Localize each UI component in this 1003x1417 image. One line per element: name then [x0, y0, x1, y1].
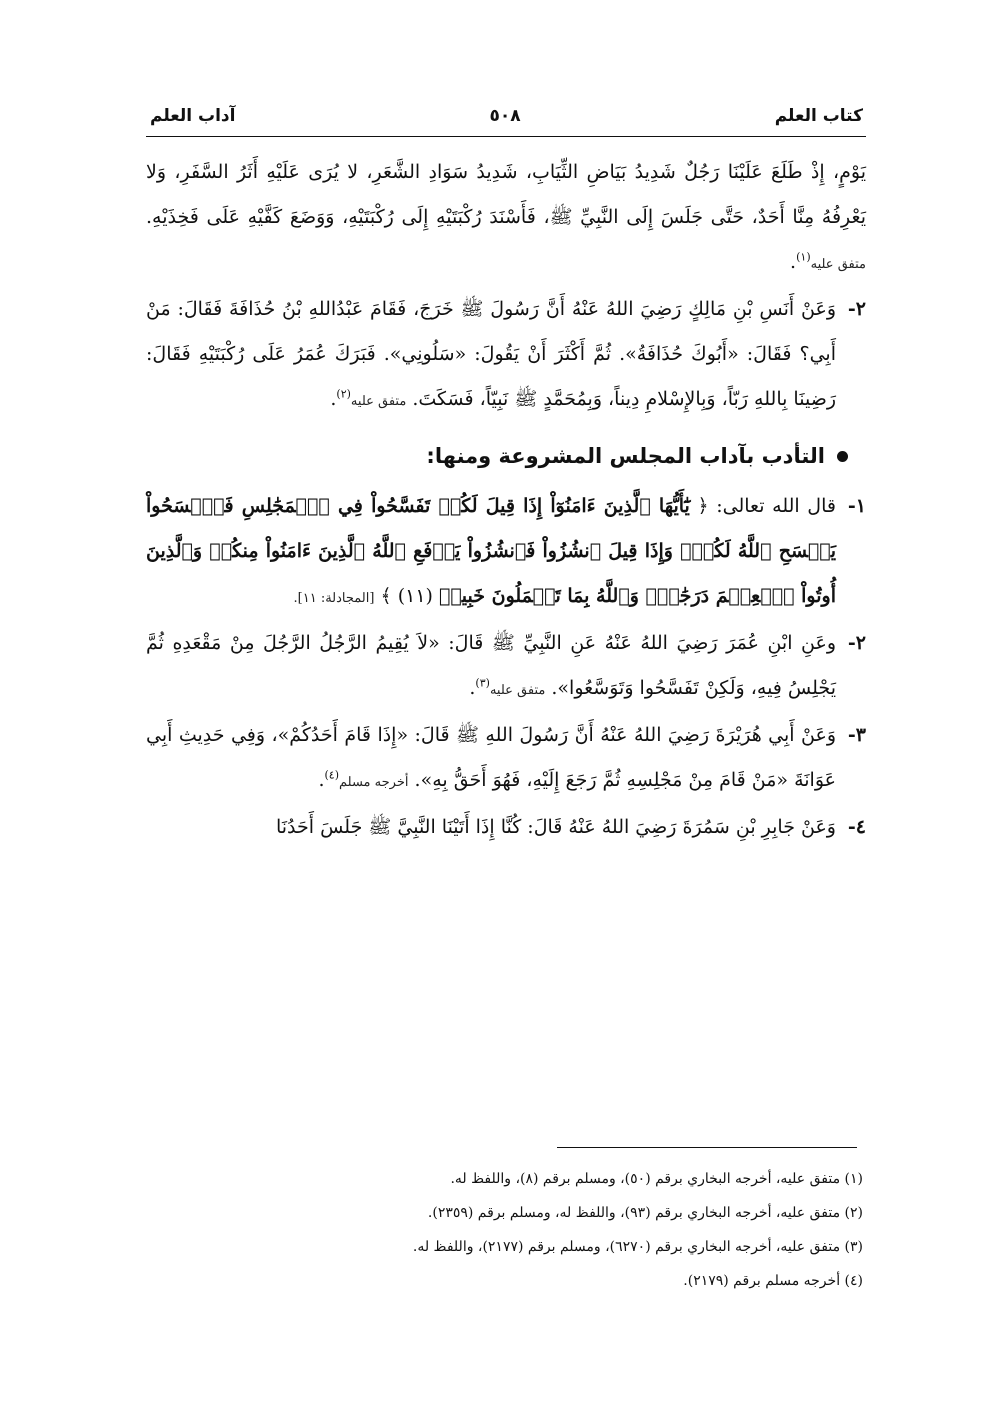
citation: متفق عليه	[489, 683, 546, 698]
verse-reference: [المجادلة: ١١].	[293, 591, 375, 606]
hadith-anas	[146, 287, 866, 424]
section-heading	[146, 436, 848, 476]
item-ibn-umar	[146, 621, 866, 713]
hadith-text: وَعَنْ أَنَسِ بْنِ مَالِكٍ رَضِيَ اللهُ عَنْهُ أَنَّ رَسُولَ ﷺ خَرَجَ، فَقَامَ عَبْدُاللهِ بْنُ حُذَافَةَ فَقَالَ: مَنْ أَبِي؟ فَقَالَ: «أَبُوكَ حُذَافَةُ». ثُمَّ أَكْثَرَ أَنْ يَقُولَ: «سَلُونِي». فَبَرَكَ عُمَرُ عَلَى رُكْبَتَيْهِ فَقَالَ: رَضِينَا بِاللهِ رَبّاً، وَبِالإِسْلامِ دِيناً، وَبِمُحَمَّدٍ ﷺ نَبِيّاً، فَسَكَتَ.	[146, 298, 836, 410]
footnote-ref[interactable]: (٢)	[336, 387, 351, 401]
footnotes	[146, 1162, 863, 1298]
item-jabir	[146, 805, 866, 850]
item-number: ٣-	[847, 724, 866, 746]
quran-body	[146, 484, 836, 621]
verse-intro: قال الله تعالى:	[716, 495, 836, 517]
main-text	[146, 150, 866, 850]
period: .	[330, 388, 337, 410]
footnote-2: (٢) متفق عليه، أخرجه البخاري برقم (٩٣)، واللفظ له، ومسلم برقم (٢٣٥٩).	[427, 1205, 863, 1221]
bullet-icon	[837, 451, 848, 462]
hadith-body	[146, 621, 836, 713]
ayah-number: (١١)	[397, 585, 433, 607]
hadith-body	[146, 287, 836, 424]
item-abu-hurayra	[146, 713, 866, 805]
item-number: ٤-	[847, 816, 866, 838]
item-number: ٢-	[847, 632, 866, 654]
item-quran-verse	[146, 484, 866, 621]
hadith-text: وعَنِ ابْنِ عُمَرَ رَضِيَ اللهُ عَنْهُ عَنِ النَّبِيِّ ﷺ قَالَ: «لاَ يُقِيمُ الرَّجُلُ الرَّجُلَ مِنْ مَقْعَدِهِ ثُمَّ يَجْلِسُ فِيهِ، وَلَكِنْ تَفَسَّحُوا وَتَوَسَّعُوا».	[146, 632, 836, 699]
period: .	[318, 769, 325, 791]
chapter-title: آداب العلم	[150, 106, 236, 126]
footnote-4: (٤) أخرجه مسلم برقم (٢١٧٩).	[683, 1273, 863, 1289]
page-number: ٥٠٨	[489, 106, 521, 126]
book-title: كتاب العلم	[774, 106, 863, 126]
hadith-text: يَوْمٍ، إِذْ طَلَعَ عَلَيْنَا رَجُلٌ شَدِيدُ بَيَاضِ الثِّيَابِ، شَدِيدُ سَوَادِ الشَّعَرِ، لا يُرَى عَلَيْهِ أَثَرُ السَّفَرِ، وَلا يَعْرِفُهُ مِنَّا أَحَدٌ، حَتَّى جَلَسَ إِلَى النَّبِيِّ ﷺ، فَأَسْنَدَ رُكْبَتَيْهِ إِلَى رُكْبَتَيْهِ، وَوَضَعَ كَفَّيْهِ عَلَى فَخِذَيْهِ.	[146, 161, 866, 228]
period: .	[790, 251, 797, 273]
hadith-intro-continuation	[146, 150, 866, 287]
ayah-number-digits: ١١	[405, 585, 426, 607]
quran-verse: يَٰٓأَيُّهَا ٱلَّذِينَ ءَامَنُوٓاْ إِذَا قِيلَ لَكُمۡ تَفَسَّحُواْ فِي ٱلۡمَجَٰلِسِ فَٱفۡسَحُواْ يَفۡسَحِ ٱللَّهُ لَكُمۡۖ وَإِذَا قِيلَ ٱنشُزُواْ فَٱنشُزُواْ يَرۡفَعِ ٱللَّهُ ٱلَّذِينَ ءَامَنُواْ مِنكُمۡ وَٱلَّذِينَ أُوتُواْ ٱلۡعِلۡمَ دَرَجَٰتٖۚ وَٱللَّهُ بِمَا تَعۡمَلُونَ خَبِيرٞ	[146, 495, 836, 607]
section-heading-text: التأدب بآداب المجلس المشروعة ومنها:	[426, 444, 825, 468]
citation: أخرجه مسلم	[339, 775, 409, 790]
hadith-text: وَعَنْ أَبِي هُرَيْرَةَ رَضِيَ اللهُ عَنْهُ أَنَّ رَسُولَ اللهِ ﷺ قَالَ: «إِذَا قَامَ أَحَدُكُمْ»، وَفِي حَدِيثِ أَبِي عَوَانَةَ «مَنْ قَامَ مِنْ مَجْلِسِهِ ثُمَّ رَجَعَ إِلَيْهِ، فَهُوَ أَحَقُّ بِهِ».	[146, 724, 836, 791]
item-number: ٢-	[847, 298, 866, 320]
footnote-1: (١) متفق عليه، أخرجه البخاري برقم (٥٠)، ومسلم برقم (٨)، واللفظ له.	[450, 1171, 863, 1187]
item-number: ١-	[847, 495, 866, 517]
running-header	[150, 96, 863, 136]
footnote-divider	[557, 1147, 857, 1148]
footnote-3: (٣) متفق عليه، أخرجه البخاري برقم (٦٢٧٠)، ومسلم برقم (٢١٧٧)، واللفظ له.	[412, 1239, 863, 1255]
hadith-body	[146, 805, 836, 850]
footnote-ref[interactable]: (٤)	[324, 768, 339, 782]
ornate-bracket-close-icon: ﴾	[380, 585, 392, 607]
hadith-text: وَعَنْ جَابِرِ بْنِ سَمُرَةَ رَضِيَ اللهُ عَنْهُ قَالَ: كُنَّا إِذَا أَتَيْنَا النَّبِيَّ ﷺ جَلَسَ أَحَدُنَا	[275, 816, 836, 838]
citation: متفق عليه	[810, 257, 866, 272]
hadith-body	[146, 713, 836, 805]
citation: متفق عليه	[350, 394, 407, 409]
header-divider	[146, 136, 866, 137]
footnote-ref[interactable]: (٣)	[475, 676, 490, 690]
period: .	[469, 677, 476, 699]
ornate-bracket-open-icon: ﴿	[697, 495, 709, 517]
footnote-ref[interactable]: (١)	[796, 250, 811, 264]
